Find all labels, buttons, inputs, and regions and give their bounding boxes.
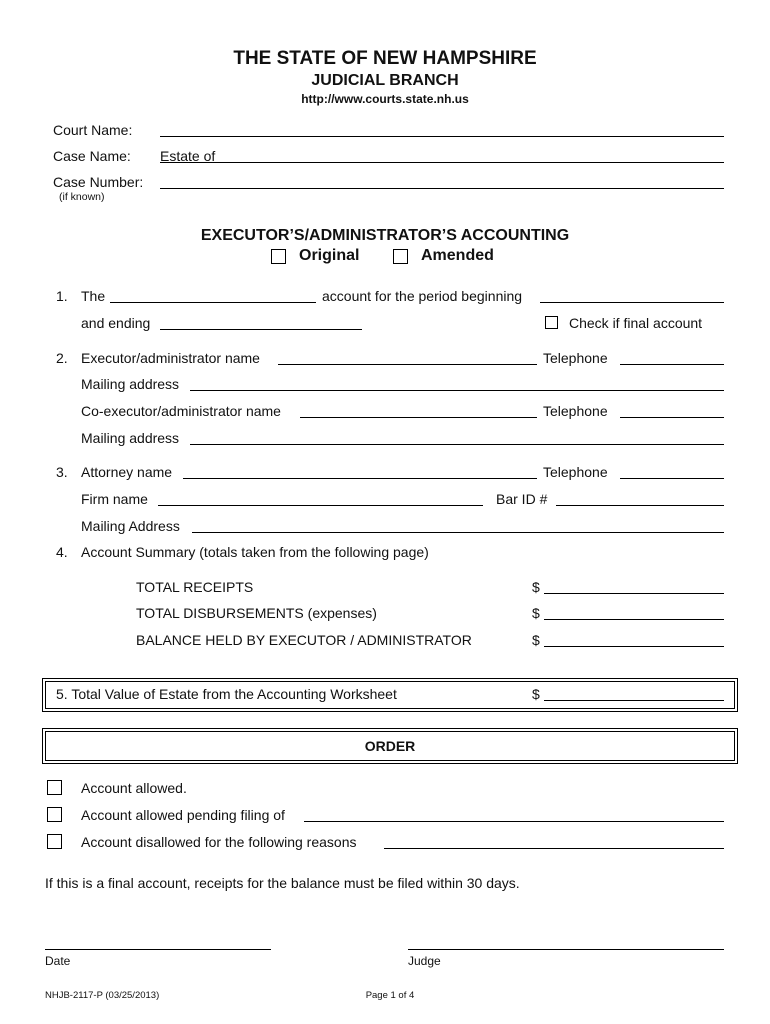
co-executor-mailing-label: Mailing address — [81, 430, 180, 446]
account-allowed-checkbox[interactable] — [47, 780, 62, 795]
case-name-label: Case Name: — [53, 148, 131, 164]
case-name-field[interactable] — [160, 162, 724, 163]
section-1-number: 1. — [56, 288, 68, 304]
case-name-value: Estate of — [160, 148, 216, 164]
and-ending-label: and ending — [81, 315, 151, 331]
estate-value-label: 5. Total Value of Estate from the Accounting Worksheet — [56, 686, 397, 702]
co-executor-name-field[interactable] — [300, 417, 537, 418]
form-title: EXECUTOR’S/ADMINISTRATOR’S ACCOUNTING — [200, 227, 570, 244]
total-receipts-currency: $ — [532, 579, 540, 595]
section-3-number: 3. — [56, 464, 68, 480]
estate-value-field[interactable] — [544, 700, 724, 701]
original-checkbox[interactable] — [271, 249, 286, 264]
co-executor-mailing-field[interactable] — [190, 444, 724, 445]
attorney-name-label: Attorney name — [81, 464, 173, 480]
judge-label: Judge — [408, 954, 441, 968]
disallowed-label: Account disallowed for the following reasons — [81, 834, 357, 850]
balance-held-label: BALANCE HELD BY EXECUTOR / ADMINISTRATOR — [136, 632, 472, 648]
executor-telephone-field[interactable] — [620, 364, 724, 365]
co-executor-name-label: Co-executor/administrator name — [81, 403, 281, 419]
bar-id-field[interactable] — [556, 505, 724, 506]
executor-telephone-label: Telephone — [543, 350, 608, 366]
co-executor-telephone-field[interactable] — [620, 417, 724, 418]
period-beginning-label: account for the period beginning — [322, 288, 523, 304]
case-number-label: Case Number: — [53, 174, 144, 190]
state-title: THE STATE OF NEW HAMPSHIRE — [233, 48, 537, 69]
allowed-pending-field[interactable] — [304, 821, 724, 822]
total-receipts-field[interactable] — [544, 593, 724, 594]
total-disbursements-label: TOTAL DISBURSEMENTS (expenses) — [136, 605, 377, 621]
case-number-field[interactable] — [160, 188, 724, 189]
the-label: The — [81, 288, 106, 304]
date-field[interactable] — [45, 949, 271, 950]
court-url[interactable]: http://www.courts.state.nh.us — [301, 92, 469, 106]
order-title: ORDER — [364, 738, 416, 754]
attorney-mailing-field[interactable] — [192, 532, 724, 533]
final-account-checkbox[interactable] — [545, 316, 558, 329]
final-account-note: If this is a final account, receipts for the balance must be filed within 30 days. — [45, 875, 520, 891]
attorney-name-field[interactable] — [183, 478, 537, 479]
judge-signature-field[interactable] — [408, 949, 724, 950]
final-account-label: Check if final account — [569, 315, 703, 331]
attorney-telephone-label: Telephone — [543, 464, 608, 480]
executor-mailing-field[interactable] — [190, 390, 724, 391]
disallowed-reasons-field[interactable] — [384, 848, 724, 849]
firm-name-label: Firm name — [81, 491, 148, 507]
total-disbursements-currency: $ — [532, 605, 540, 621]
balance-held-field[interactable] — [544, 646, 724, 647]
total-disbursements-field[interactable] — [544, 619, 724, 620]
section-2-number: 2. — [56, 350, 68, 366]
court-name-field[interactable] — [160, 136, 724, 137]
disallowed-checkbox[interactable] — [47, 834, 62, 849]
estate-value-currency: $ — [532, 686, 540, 702]
period-beginning-field[interactable] — [540, 302, 724, 303]
attorney-mailing-label: Mailing Address — [81, 518, 180, 534]
co-executor-telephone-label: Telephone — [543, 403, 608, 419]
court-name-label: Court Name: — [53, 122, 133, 138]
branch-title: JUDICIAL BRANCH — [311, 72, 459, 89]
allowed-pending-checkbox[interactable] — [47, 807, 62, 822]
total-receipts-label: TOTAL RECEIPTS — [136, 579, 254, 595]
executor-mailing-label: Mailing address — [81, 376, 180, 392]
executor-name-field[interactable] — [278, 364, 537, 365]
account-type-field[interactable] — [110, 302, 316, 303]
account-allowed-label: Account allowed. — [81, 780, 187, 796]
page-number: Page 1 of 4 — [365, 990, 415, 1001]
period-ending-field[interactable] — [160, 329, 362, 330]
allowed-pending-label: Account allowed pending filing of — [81, 807, 285, 823]
attorney-telephone-field[interactable] — [620, 478, 724, 479]
original-label: Original — [299, 247, 360, 264]
executor-name-label: Executor/administrator name — [81, 350, 260, 366]
amended-checkbox[interactable] — [393, 249, 408, 264]
form-id: NHJB-2117-P (03/25/2013) — [45, 990, 160, 1001]
balance-held-currency: $ — [532, 632, 540, 648]
date-label: Date — [45, 954, 71, 968]
account-summary-label: Account Summary (totals taken from the following page) — [81, 544, 429, 560]
amended-label: Amended — [421, 247, 494, 264]
firm-name-field[interactable] — [158, 505, 483, 506]
section-4-number: 4. — [56, 544, 68, 560]
bar-id-label: Bar ID # — [496, 491, 548, 507]
if-known-note: (if known) — [59, 191, 105, 203]
